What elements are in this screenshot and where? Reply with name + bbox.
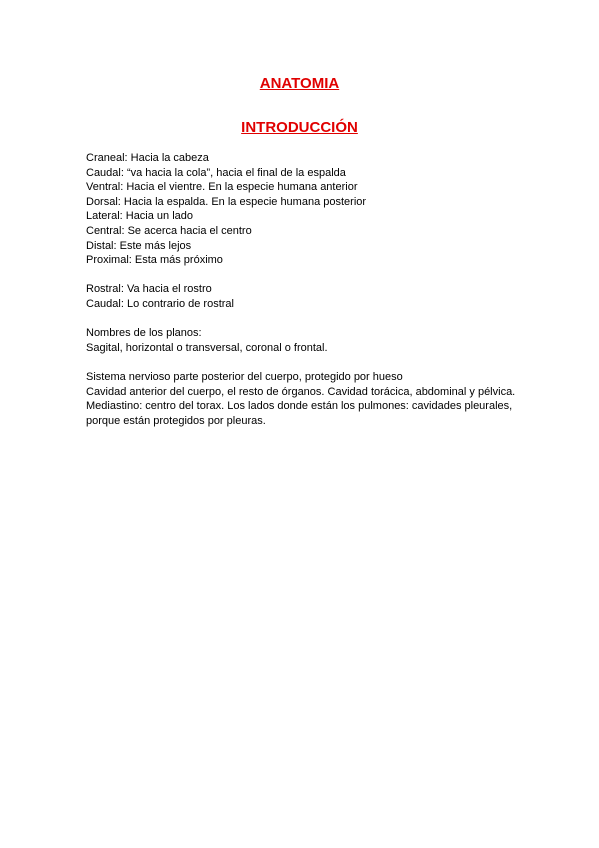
text-line: Central: Se acerca hacia el centro [86,224,252,237]
text-line: porque están protegidos por pleuras. [86,414,266,427]
paragraph-rostral-caudal [86,282,526,311]
text-line: Mediastino: centro del torax. Los lados donde están los pulmones: cavidades pleurales, [86,400,513,413]
text-line: Caudal: Lo contrario de rostral [86,297,234,310]
text-line: Proximal: Esta más próximo [86,254,223,267]
section-heading: INTRODUCCIÓN [241,119,358,136]
text-line: Sistema nervioso parte posterior del cuerpo, protegido por hueso [86,370,403,383]
paragraph-planes [86,326,526,355]
text-line: Sagital, horizontal o transversal, coronal o frontal. [86,341,328,354]
text-line: Rostral: Va hacia el rostro [86,283,212,296]
document-body [86,151,526,428]
document-title: ANATOMIA [259,75,340,92]
text-line: Caudal: “va hacia la cola”, hacia el final de la espalda [86,166,346,179]
text-line: Cavidad anterior del cuerpo, el resto de órganos. Cavidad torácica, abdominal y pélvica. [86,385,516,398]
text-line: Ventral: Hacia el vientre. En la especie humana anterior [86,181,358,194]
paragraph-cavities [86,370,526,428]
text-line: Craneal: Hacia la cabeza [86,152,209,164]
text-line: Lateral: Hacia un lado [86,210,194,223]
text-line: Nombres de los planos: [86,327,202,340]
paragraph-directional-terms [86,151,526,268]
text-line: Distal: Este más lejos [86,239,192,252]
text-line: Dorsal: Hacia la espalda. En la especie humana posterior [86,195,367,208]
